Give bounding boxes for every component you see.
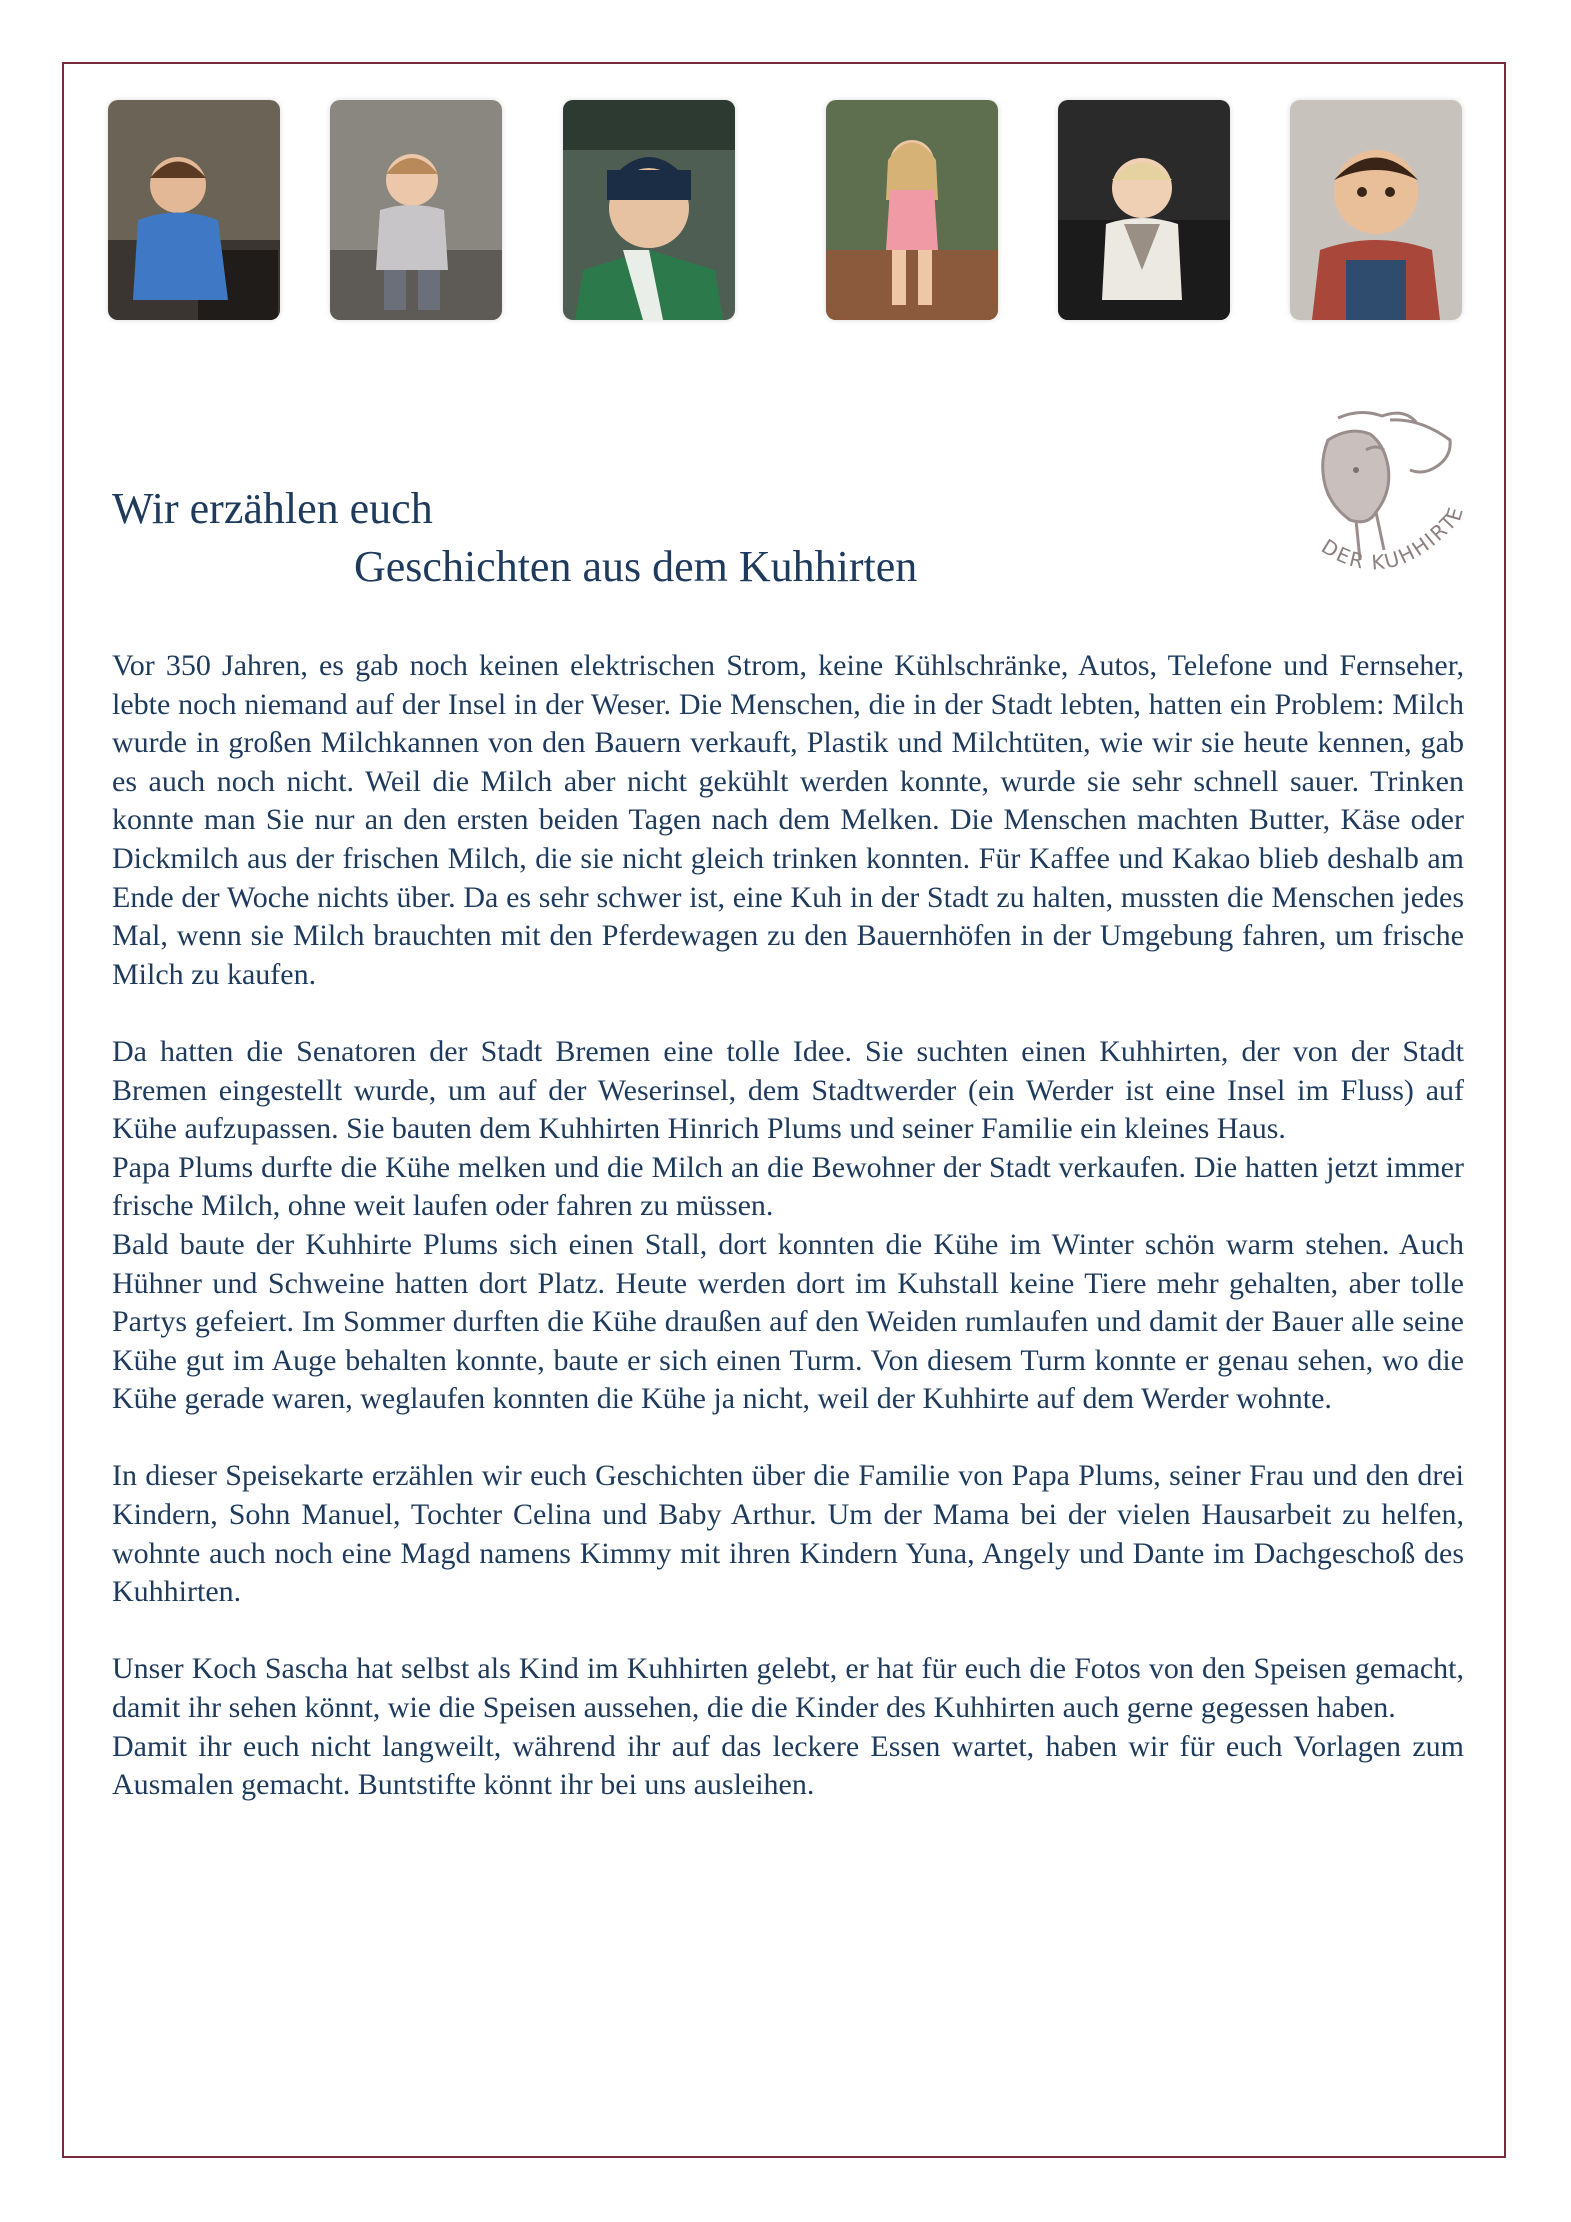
- photo-girl-sitting: [330, 100, 502, 320]
- photo-toddler-vest: [1058, 100, 1230, 320]
- logo-graphic: [1280, 400, 1470, 600]
- paragraph-1: [112, 647, 1464, 994]
- paragraph-4: [112, 1650, 1464, 1804]
- title-line-1: Wir erzählen euch: [112, 484, 433, 533]
- page-title: [112, 480, 917, 596]
- child-photo-1: [108, 100, 280, 320]
- paragraph-3-text: In dieser Speisekarte erzählen wir euch Geschichten über die Familie von Papa Plums, seiner Frau und den drei Kindern, Sohn Manuel, Tochter Celina und Baby Arthur. Um der Mama bei der vielen Hausarbeit zu helfen, wohnte auch noch eine Magd namens Kimmy mit ihren Kindern Yuna, Angely und Dante im Dachgeschoß des Kuhhirten.: [112, 1459, 1464, 1609]
- child-photo-4: [826, 100, 998, 320]
- photo-row: [0, 0, 1571, 340]
- kuhhirte-logo: [1280, 400, 1470, 600]
- child-photo-3: [563, 100, 735, 320]
- child-photo-2: [330, 100, 502, 320]
- photo-girl-pink: [826, 100, 998, 320]
- logo-text: DER KUHHIRTE: [1317, 502, 1469, 575]
- paragraph-2-text-a: Da hatten die Senatoren der Stadt Bremen eine tolle Idee. Sie suchten einen Kuhhirten, der von der Stadt Bremen eingestellt wurde, um auf der Weserinsel, dem Stadtwerder (ein Werder ist eine Insel im Fluss) auf Kühe aufzupassen. Sie bauten dem Kuhhirten Hinrich Plums und seiner Familie ein kleines Haus.: [112, 1034, 1464, 1146]
- paragraph-2-text-c: Bald baute der Kuhhirte Plums sich einen Stall, dort konnten die Kühe im Winter schön warm stehen. Auch Hühner und Schweine hatten dort Platz. Heute werden dort im Kuhstall keine Tiere mehr gehalten, aber tolle Partys gefeiert. Im Sommer durften die Kühe draußen auf den Weiden rumlaufen und damit der Bauer alle seine Kühe gut im Auge behalten konnte, baute er sich einen Turm. Von diesem Turm konnte er genau sehen, wo die Kühe gerade waren, weglaufen konnten die Kühe ja nicht, weil der Kuhhirte auf dem Werder wohnte.: [112, 1227, 1464, 1416]
- child-photo-6: [1290, 100, 1462, 320]
- svg-text:DER KUHHIRTE: [1317, 503, 1468, 575]
- paragraph-4-text-b: Damit ihr euch nicht langweilt, während ihr auf das leckere Essen wartet, haben wir für euch Vorlagen zum Ausmalen gemacht. Buntstifte könnt ihr bei uns ausleihen.: [112, 1729, 1464, 1802]
- title-line-2: Geschichten aus dem Kuhhirten: [354, 542, 918, 591]
- story-text: [112, 647, 1464, 1843]
- paragraph-1-text: Vor 350 Jahren, es gab noch keinen elektrischen Strom, keine Kühlschränke, Autos, Telefone und Fernseher, lebte noch niemand auf der Insel in der Weser. Die Menschen, die in der Stadt lebten, hatten ein Problem: Milch wurde in großen Milchkannen von den Bauern verkauft, Plastik und Milchtüten, wie wir sie heute kennen, gab es auch noch nicht. Weil die Milch aber nicht gekühlt werden konnte, wurde sie sehr schnell sauer. Trinken konnte man Sie nur an den ersten beiden Tagen nach dem Melken. Die Menschen machten Butter, Käse oder Dickmilch aus der frischen Milch, die sie nicht gleich trinken konnten. Für Kaffee und Kakao blieb deshalb am Ende der Woche nichts über. Da es sehr schwer ist, eine Kuh in der Stadt zu halten, mussten die Menschen jedes Mal, wenn sie Milch brauchten mit den Pferdewagen zu den Bauernhöfen in der Umgebung fahren, um frische Milch zu kaufen.: [112, 649, 1464, 991]
- paragraph-3: [112, 1457, 1464, 1611]
- photo-baby-overalls: [1290, 100, 1462, 320]
- photo-boy-scarf: [563, 100, 735, 320]
- paragraph-2-text-b: Papa Plums durfte die Kühe melken und die Milch an die Bewohner der Stadt verkaufen. Die hatten jetzt immer frische Milch, ohne weit laufen oder fahren zu müssen.: [112, 1150, 1464, 1223]
- child-photo-5: [1058, 100, 1230, 320]
- paragraph-4-text-a: Unser Koch Sascha hat selbst als Kind im Kuhhirten gelebt, er hat für euch die Fotos von den Speisen gemacht, damit ihr sehen könnt, wie die Speisen aussehen, die die Kinder des Kuhhirten auch gerne gegessen haben.: [112, 1652, 1464, 1725]
- paragraph-2: [112, 1033, 1464, 1419]
- photo-boy-blue-shirt: [108, 100, 280, 320]
